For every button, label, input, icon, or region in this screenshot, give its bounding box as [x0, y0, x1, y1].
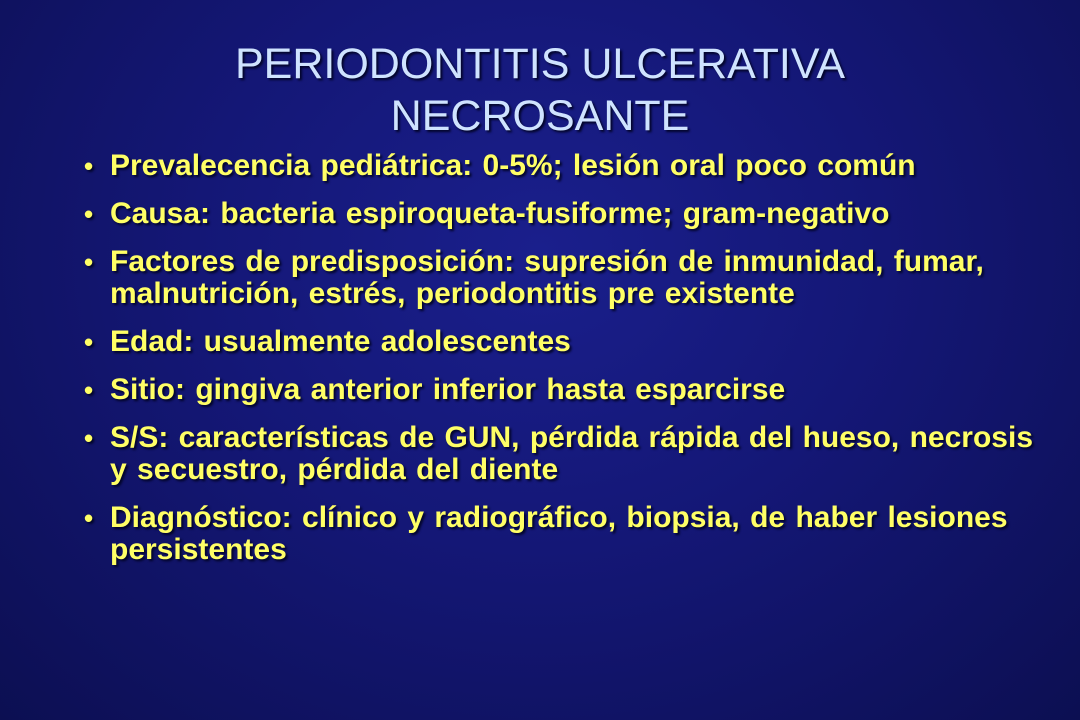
bullet-item-predisposing-factors [82, 246, 1042, 310]
bullet-text: Causa: bacteria espiroqueta-fusiforme; gram-negativo [110, 197, 890, 230]
bullet-icon: • [84, 503, 94, 533]
bullet-icon: • [84, 375, 94, 405]
bullet-icon: • [84, 423, 94, 453]
bullet-text: S/S: características de GUN, pérdida rápida del hueso, necrosis y secuestro, pérdida del diente [110, 421, 1034, 486]
title-line-1: PERIODONTITIS ULCERATIVA [234, 40, 846, 88]
bullet-icon: • [84, 199, 94, 229]
bullet-item-prevalence [82, 150, 1042, 182]
bullet-item-signs-symptoms [82, 422, 1042, 486]
bullet-icon: • [84, 327, 94, 357]
bullet-text: Diagnóstico: clínico y radiográfico, biopsia, de haber lesiones persistentes [110, 501, 1008, 566]
bullet-icon: • [84, 247, 94, 277]
bullet-item-diagnosis [82, 502, 1042, 566]
bullet-text: Edad: usualmente adolescentes [110, 325, 571, 358]
bullet-item-cause [82, 198, 1042, 230]
bullet-icon: • [84, 151, 94, 181]
slide-title [90, 38, 990, 142]
bullet-text: Sitio: gingiva anterior inferior hasta esparcirse [110, 373, 786, 406]
bullet-item-site [82, 374, 1042, 406]
bullet-text: Prevalecencia pediátrica: 0-5%; lesión oral poco común [110, 149, 916, 182]
title-line-2: NECROSANTE [390, 92, 690, 140]
bullet-list [82, 150, 1042, 582]
bullet-text: Factores de predisposición: supresión de inmunidad, fumar, malnutrición, estrés, periodontitis pre existente [110, 245, 984, 310]
bullet-item-age [82, 326, 1042, 358]
